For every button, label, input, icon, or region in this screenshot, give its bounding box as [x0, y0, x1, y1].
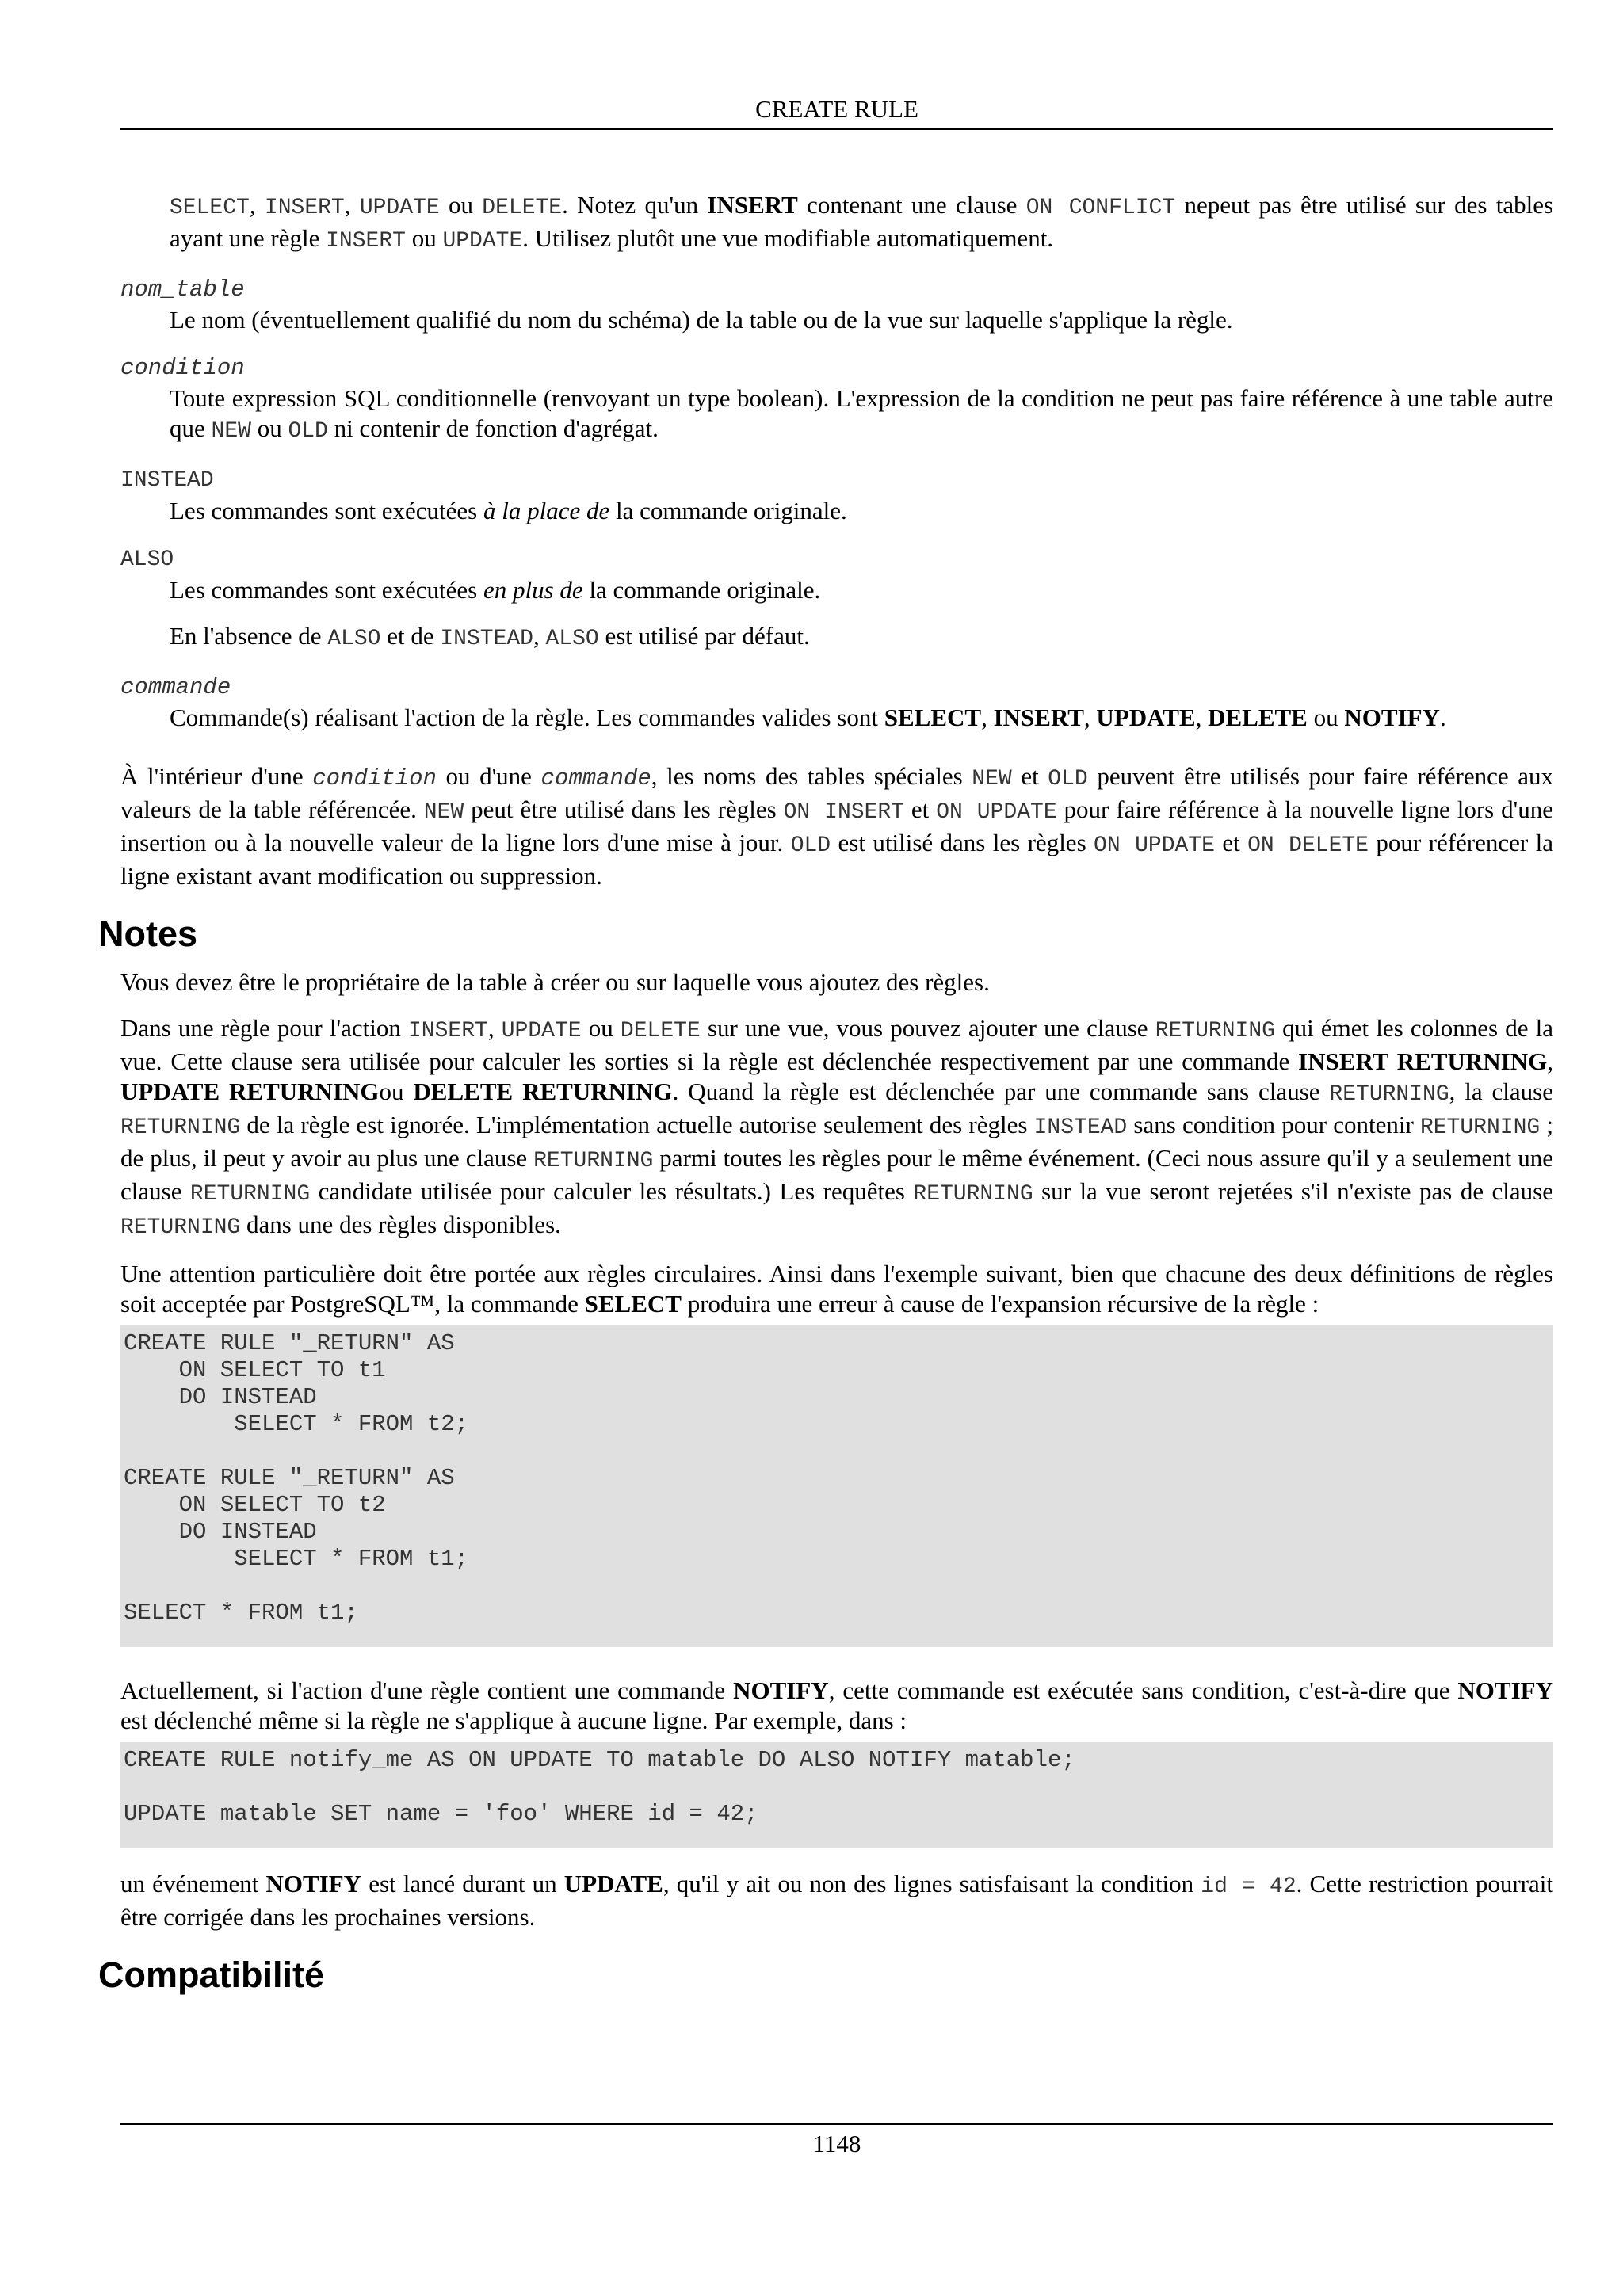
text: Les commandes sont exécutées	[170, 497, 483, 524]
code-returning: RETURNING	[120, 1215, 241, 1240]
code-update: UPDATE	[442, 229, 523, 254]
text: . Notez qu'un	[562, 191, 708, 219]
code-also: ALSO	[327, 627, 381, 651]
code-update: UPDATE	[359, 196, 440, 220]
notes-paragraph-3	[120, 1259, 1553, 1319]
text: pour faire référence à la nouvelle ligne lors d'une insertion ou à la nouvelle valeur de la ligne lors d'une mise à jour.	[120, 795, 1554, 856]
text: En l'absence de	[170, 622, 328, 650]
notes-paragraph-2	[120, 1013, 1553, 1243]
param-condition: condition	[312, 765, 437, 791]
footer-rule	[120, 2123, 1553, 2125]
text: contenant une clause	[797, 191, 1026, 219]
text: dans une des règles disponibles.	[240, 1211, 561, 1238]
code-insert: INSERT	[408, 1019, 488, 1043]
code-update: UPDATE	[501, 1019, 582, 1043]
running-header: CREATE RULE	[755, 95, 918, 123]
text: et	[1011, 762, 1048, 790]
bold-update-returning: UPDATE RETURNING	[120, 1077, 380, 1105]
code-instead: INSTEAD	[440, 627, 533, 651]
bold-insert: INSERT	[993, 704, 1084, 731]
code-old: OLD	[1048, 767, 1088, 791]
code-new: NEW	[211, 419, 251, 444]
text: ,	[487, 1014, 502, 1042]
notes-paragraph-5	[120, 1869, 1553, 1932]
code-old: OLD	[288, 419, 328, 444]
desc-also	[120, 575, 1553, 605]
code-new: NEW	[423, 800, 464, 825]
code-insert: INSERT	[264, 196, 345, 220]
text: produira une erreur à cause de l'expansion récursive de la règle :	[681, 1290, 1319, 1318]
text: ,	[1547, 1047, 1553, 1075]
text: est lancé durant un	[361, 1870, 564, 1897]
code-delete: DELETE	[620, 1019, 701, 1043]
text: ,	[981, 704, 994, 731]
term-condition	[120, 351, 1553, 383]
text: sans condition pour contenir	[1127, 1111, 1420, 1138]
text: et	[903, 795, 937, 823]
text: ,	[1195, 704, 1209, 731]
code-insert: INSERT	[326, 229, 406, 254]
text: ; de plus, il peut y avoir au plus une clause	[120, 1111, 1553, 1172]
text: ni contenir de fonction d'agrégat.	[327, 414, 659, 442]
desc-commande	[120, 703, 1553, 733]
bold-update: UPDATE	[563, 1870, 663, 1897]
code-also: ALSO	[545, 627, 599, 651]
desc-instead	[120, 496, 1553, 526]
text: ,	[1083, 704, 1097, 731]
bold-notify: NOTIFY	[1344, 704, 1440, 731]
code-returning: RETURNING	[189, 1182, 311, 1207]
term-commande	[120, 670, 1553, 703]
bold-notify: NOTIFY	[733, 1676, 829, 1704]
text: peut être utilisé dans les règles	[464, 795, 784, 823]
text: . Utilisez plutôt une vue modifiable automatiquement.	[522, 224, 1054, 252]
code-on-update: ON UPDATE	[1094, 833, 1215, 858]
text: sur une vue, vous pouvez ajouter une clause	[700, 1014, 1155, 1042]
code-returning: RETURNING	[120, 1116, 241, 1140]
code-block-circular-rules: CREATE RULE "_RETURN" AS ON SELECT TO t1 DO INSTEAD SELECT * FROM t2; CREATE RULE "_RETURN" AS ON SELECT TO t2 DO INSTEAD SELECT * FROM t1; SELECT * FROM t1;	[120, 1325, 1553, 1647]
text: ,	[249, 191, 265, 219]
bold-insert: INSERT	[707, 191, 798, 219]
code-on-conflict: ON CONFLICT	[1025, 196, 1176, 220]
text: Dans une règle pour l'action	[120, 1014, 408, 1042]
bold-delete: DELETE	[1208, 704, 1308, 731]
text: ,	[344, 191, 360, 219]
desc-nom-table: Le nom (éventuellement qualifié du nom du schéma) de la table ou de la vue sur laquelle s'applique la règle.	[170, 306, 1233, 334]
code-returning: RETURNING	[913, 1182, 1033, 1207]
code-returning: RETURNING	[533, 1149, 654, 1173]
bold-insert-returning: INSERT RETURNING	[1298, 1047, 1548, 1075]
text: . Cette restriction pourrait être corrigée dans les prochaines versions.	[120, 1870, 1553, 1931]
notes-paragraph-1: Vous devez être le propriétaire de la table à créer ou sur laquelle vous ajoutez des règles.	[120, 968, 990, 996]
text: sur la vue seront rejetées s'il n'existe pas de clause	[1033, 1177, 1553, 1205]
emphasis: à la place de	[483, 497, 610, 524]
term-label: INSTEAD	[120, 468, 214, 493]
text: , qu'il y ait ou non des lignes satisfaisant la condition	[663, 1870, 1201, 1897]
text: ou	[405, 224, 443, 252]
code-new: NEW	[972, 767, 1012, 791]
text: de la règle est ignorée. L'implémentation actuelle autorise seulement des règles	[240, 1111, 1034, 1138]
text: Commande(s) réalisant l'action de la règle. Les commandes valides sont	[170, 704, 884, 731]
text: .	[1439, 704, 1446, 731]
special-tables-paragraph	[120, 761, 1553, 891]
bold-delete-returning: DELETE RETURNING	[413, 1077, 673, 1105]
code-condition-id: id = 42	[1201, 1875, 1296, 1899]
text: . Quand la règle est déclenchée par une commande sans clause	[672, 1077, 1330, 1105]
section-heading-compatibilite: Compatibilité	[98, 1955, 325, 1995]
term-label: commande	[120, 674, 231, 700]
text: et de	[380, 622, 441, 650]
text: , cette commande est exécutée sans condition, c'est-à-dire que	[828, 1676, 1458, 1704]
term-label: ALSO	[120, 547, 174, 572]
event-description-continued	[120, 190, 1553, 257]
section-heading-notes: Notes	[98, 913, 198, 954]
notes-paragraph-4	[120, 1676, 1553, 1736]
text: candidate utilisée pour calculer les résultats.) Les requêtes	[310, 1177, 914, 1205]
text: , les noms des tables spéciales	[651, 762, 972, 790]
text: ou	[250, 414, 288, 442]
code-select: SELECT	[170, 196, 250, 220]
text: est déclenché même si la règle ne s'applique à aucune ligne. Par exemple, dans :	[120, 1707, 907, 1734]
text: ou d'une	[436, 762, 541, 790]
code-returning: RETURNING	[1329, 1082, 1449, 1107]
text: ou	[439, 191, 483, 219]
emphasis: en plus de	[483, 576, 583, 604]
code-on-delete: ON DELETE	[1247, 833, 1369, 858]
bold-select: SELECT	[884, 704, 982, 731]
text: ou	[379, 1077, 414, 1105]
code-instead: INSTEAD	[1033, 1116, 1128, 1140]
bold-notify: NOTIFY	[265, 1870, 362, 1897]
text: qui émet les colonnes de la vue. Cette clause sera utilisée pour calculer les sorties si la règle est déclenchée respectivement par une commande	[120, 1014, 1554, 1075]
text: la commande originale.	[582, 576, 821, 604]
term-label: nom_table	[120, 277, 245, 303]
bold-notify: NOTIFY	[1457, 1676, 1553, 1704]
text: Une attention particulière doit être portée aux règles circulaires. Ainsi dans l'exemple suivant, bien que chacune des deux définitions de règles soit acceptée par PostgreSQL™, la commande	[120, 1260, 1553, 1318]
text: ,	[533, 622, 546, 650]
code-old: OLD	[790, 833, 831, 858]
text: Les commandes sont exécutées	[170, 576, 483, 604]
desc-also-default	[120, 621, 1553, 654]
text: , la clause	[1449, 1077, 1554, 1105]
text: Toute expression SQL conditionnelle (renvoyant un type boolean). L'expression de la condition ne peut pas faire référence à une table autre que	[170, 384, 1553, 442]
text: ou	[581, 1014, 621, 1042]
text: la commande originale.	[609, 497, 847, 524]
code-on-insert: ON INSERT	[783, 800, 904, 825]
code-returning: RETURNING	[1155, 1019, 1275, 1043]
code-block-notify-example: CREATE RULE notify_me AS ON UPDATE TO matable DO ALSO NOTIFY matable; UPDATE matable SET name = 'foo' WHERE id = 42;	[120, 1742, 1553, 1848]
term-also	[120, 542, 1553, 575]
bold-select: SELECT	[584, 1290, 682, 1318]
page-content	[98, 190, 1554, 1997]
text: Actuellement, si l'action d'une règle contient une commande	[120, 1676, 734, 1704]
bold-update: UPDATE	[1096, 704, 1196, 731]
text: parmi toutes les règles pour le même événement. (Ceci nous assure qu'il y a seulement une clause	[120, 1144, 1553, 1205]
page-number: 1148	[812, 2130, 861, 2157]
term-instead	[120, 463, 1553, 496]
text: peuvent être utilisés pour faire référence aux valeurs de la table référencée.	[120, 762, 1553, 823]
term-nom-table	[120, 273, 1553, 305]
code-returning: RETURNING	[1419, 1116, 1541, 1140]
text: et	[1214, 829, 1248, 856]
term-label: condition	[120, 355, 245, 381]
text: est utilisé par défaut.	[598, 622, 810, 650]
header-rule	[120, 128, 1553, 130]
text: est utilisé dans les règles	[831, 829, 1094, 856]
text: un événement	[120, 1870, 266, 1897]
text: nepeut pas être utilisé sur des tables ayant une règle	[170, 191, 1554, 252]
text: pour référencer la ligne existant avant modification ou suppression.	[120, 829, 1553, 890]
desc-condition	[120, 383, 1553, 447]
param-commande: commande	[540, 765, 651, 791]
text: ou	[1307, 704, 1345, 731]
code-delete: DELETE	[482, 196, 563, 220]
code-on-update: ON UPDATE	[936, 800, 1057, 825]
text: À l'intérieur d'une	[120, 762, 313, 790]
